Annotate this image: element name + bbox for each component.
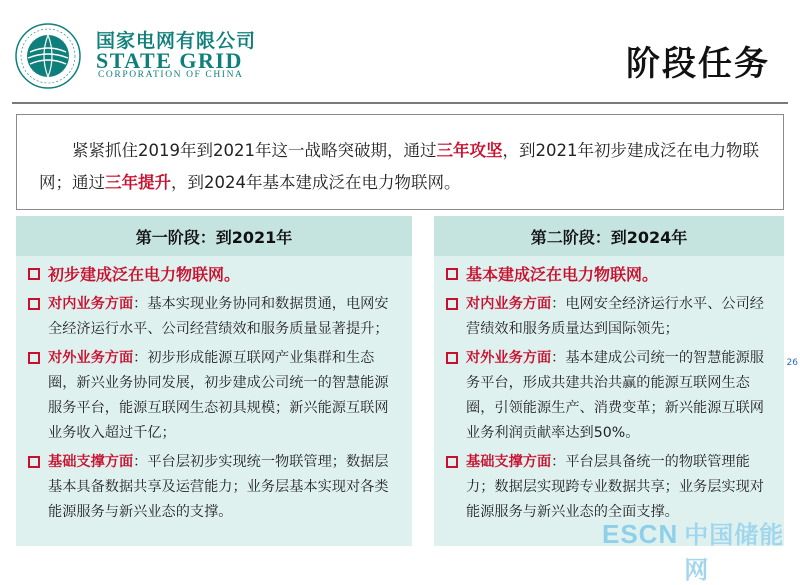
- item-label: 对内业务方面: [48, 296, 134, 312]
- bullet-box-icon: [446, 456, 458, 468]
- stage-two-heading: 第二阶段：到2024年: [434, 216, 784, 256]
- page-title: 阶段任务: [626, 44, 770, 84]
- bullet-box-icon: [28, 352, 40, 364]
- intro-highlight-2: 三年提升: [105, 173, 171, 192]
- intro-text-1: 紧紧抓住2019年到2021年这一战略突破期，通过: [72, 141, 437, 160]
- bullet-box-icon: [28, 456, 40, 468]
- bullet-box-icon: [446, 268, 458, 280]
- item-text: ：平台层具备统一的物联管理能力；数据层实现跨专业数据共享；业务层实现对能源服务与新兴业态的全面支撑。: [466, 454, 764, 520]
- logo-english-subtitle: CORPORATION OF CHINA: [98, 70, 244, 80]
- bullet-box-icon: [446, 352, 458, 364]
- stage-two-item: [444, 450, 774, 525]
- intro-highlight-1: 三年攻坚: [436, 141, 503, 160]
- stage-two-panel: [434, 216, 784, 546]
- item-label: 基础支撑方面: [466, 454, 552, 470]
- slide-header: [0, 0, 800, 100]
- bullet-box-icon: [28, 268, 40, 280]
- item-text: ：基本实现业务协同和数据贯通，电网安全经济运行水平、公司经营绩效和服务质量显著提升；: [48, 296, 389, 337]
- watermark-english: ESCN: [602, 519, 679, 549]
- item-label: 对外业务方面: [466, 350, 552, 366]
- item-text: ：电网安全经济运行水平、公司经营绩效和服务质量达到国际领先；: [466, 296, 764, 337]
- stage-two-goal: 基本建成泛在电力物联网。: [444, 262, 774, 288]
- intro-paragraph: [39, 135, 761, 199]
- watermark-chinese: 中国储能网: [684, 521, 785, 584]
- stage-one-heading: 第一阶段：到2021年: [16, 216, 412, 256]
- stage-one-goal: 初步建成泛在电力物联网。: [26, 262, 402, 288]
- stage-one-item: [26, 450, 402, 525]
- logo-chinese-name: 国家电网有限公司: [96, 30, 257, 52]
- item-label: 对外业务方面: [48, 350, 134, 366]
- item-text: ：初步形成能源互联网产业集群和生态圈，新兴业务协同发展，初步建成公司统一的智慧能源服务平台，能源互联网生态初具规模；新兴能源互联网业务收入超过千亿；: [48, 350, 389, 441]
- item-label: 对内业务方面: [466, 296, 552, 312]
- intro-box: [16, 114, 784, 210]
- page-number: 26: [786, 358, 798, 368]
- watermark: [602, 515, 800, 585]
- item-text: ：基本建成公司统一的智慧能源服务平台，形成共建共治共赢的能源互联网生态圈，引领能源生产、消费变革；新兴能源互联网业务利润贡献率达到50%。: [466, 350, 764, 441]
- stage-one-item: [26, 346, 402, 446]
- logo-english-name: STATE GRID: [96, 48, 243, 73]
- item-text: ：平台层初步实现统一物联管理；数据层基本具备数据共享及运营能力；业务层基本实现对各类能源服务与新兴业态的支撑。: [48, 454, 389, 520]
- state-grid-logo-icon: [14, 22, 82, 90]
- stage-one-panel: [16, 216, 412, 546]
- bullet-box-icon: [446, 298, 458, 310]
- intro-text-3: ，到2024年基本建成泛在电力物联网。: [171, 173, 461, 192]
- stage-one-item: [26, 292, 402, 342]
- bullet-box-icon: [28, 298, 40, 310]
- stage-two-item: [444, 346, 774, 446]
- stage-two-item: [444, 292, 774, 342]
- header-divider: [12, 102, 788, 104]
- intro-text-2: ，到2021年初步建成泛在电力物联网；通过: [39, 141, 759, 192]
- item-label: 基础支撑方面: [48, 454, 134, 470]
